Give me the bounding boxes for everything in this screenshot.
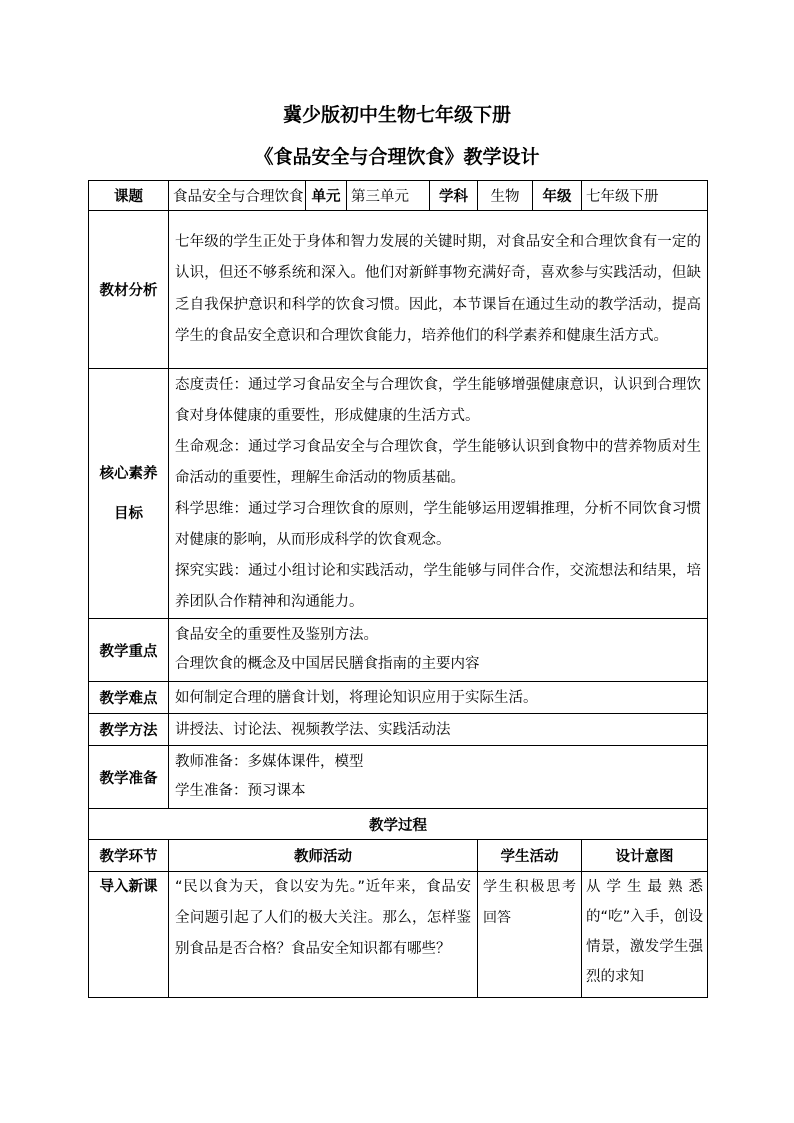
preparation-label: 教学准备 [89,746,169,809]
document-title: 冀少版初中生物七年级下册 [282,104,511,126]
header-row [89,181,708,211]
process-title-row [89,809,708,840]
topic-label: 课题 [89,181,169,211]
process-stage: 导入新课 [89,872,169,998]
process-col-teacher: 教师活动 [169,840,478,872]
analysis-row [89,211,708,369]
document-subtitle: 《食品安全与合理饮食》教学设计 [254,146,540,168]
lesson-plan-table [88,180,708,998]
process-header-row [89,840,708,872]
methods-text: 讲授法、讨论法、视频教学法、实践活动法 [169,714,708,746]
process-col-stage: 教学环节 [89,840,169,872]
core-goals-label-line2: 目标 [114,505,143,522]
key-points-label: 教学重点 [89,619,169,682]
teacher-preparation: 教师准备：多媒体课件，模型 [175,754,364,770]
core-goals-label [89,369,169,619]
unit-label: 单元 [306,181,347,211]
grade-label: 年级 [533,181,582,211]
core-goals-content [169,369,708,619]
difficulty-row [89,682,708,714]
difficulty-text: 如何制定合理的膳食计划，将理论知识应用于实际生活。 [169,682,708,714]
core-goals-row [89,369,708,619]
methods-label: 教学方法 [89,714,169,746]
process-teacher-activity: “民以食为天，食以安为先。”近年来，食品安全问题引起了人们的极大关注。那么，怎样鉴别食品是否合格？食品安全知识都有哪些？ [169,872,478,998]
process-title: 教学过程 [89,809,708,840]
methods-row [89,714,708,746]
key-points-row [89,619,708,682]
difficulty-label: 教学难点 [89,682,169,714]
grade-value: 七年级下册 [582,181,708,211]
process-row [89,872,708,998]
key-point-1: 食品安全的重要性及鉴别方法。 [175,627,378,643]
student-preparation: 学生准备：预习课本 [175,783,306,799]
core-goal-life-concept: 生命观念：通过学习食品安全与合理饮食，学生能够认识到食物中的营养物质对生命活动的重要性，理解生命活动的物质基础。 [175,438,701,486]
core-goal-inquiry-practice: 探究实践：通过小组讨论和实践活动，学生能够与同伴合作，交流想法和结果，培养团队合作精神和沟通能力。 [175,562,701,610]
core-goals-label-line1: 核心素养 [99,465,158,482]
analysis-text: 七年级的学生正处于身体和智力发展的关键时期，对食品安全和合理饮食有一定的认识，但还不够系统和深入。他们对新鲜事物充满好奇，喜欢参与实践活动，但缺乏自我保护意识和科学的饮食习惯。因此，本节课旨在通过生动的教学活动，提高学生的食品安全意识和合理饮食能力，培养他们的科学素养和健康生活方式。 [169,211,708,369]
key-points-content [169,619,708,682]
core-goal-attitude: 态度责任：通过学习食品安全与合理饮食，学生能够增强健康意识，认识到合理饮食对身体健康的重要性，形成健康的生活方式。 [175,376,701,424]
analysis-label: 教材分析 [89,211,169,369]
process-col-student: 学生活动 [478,840,582,872]
unit-value: 第三单元 [347,181,430,211]
process-design-intent: 从学生最熟悉的“吃”入手，创设情景，激发学生强烈的求知 [582,872,708,998]
subject-value: 生物 [478,181,533,211]
subject-label: 学科 [430,181,478,211]
topic-value: 食品安全与合理饮食 [169,181,306,211]
preparation-row [89,746,708,809]
process-col-intent: 设计意图 [582,840,708,872]
key-point-2: 合理饮食的概念及中国居民膳食指南的主要内容 [175,656,480,672]
preparation-content [169,746,708,809]
core-goal-scientific-thinking: 科学思维：通过学习合理饮食的原则，学生能够运用逻辑推理，分析不同饮食习惯对健康的影响，从而形成科学的饮食观念。 [175,500,701,548]
process-student-activity: 学生积极思考回答 [478,872,582,998]
